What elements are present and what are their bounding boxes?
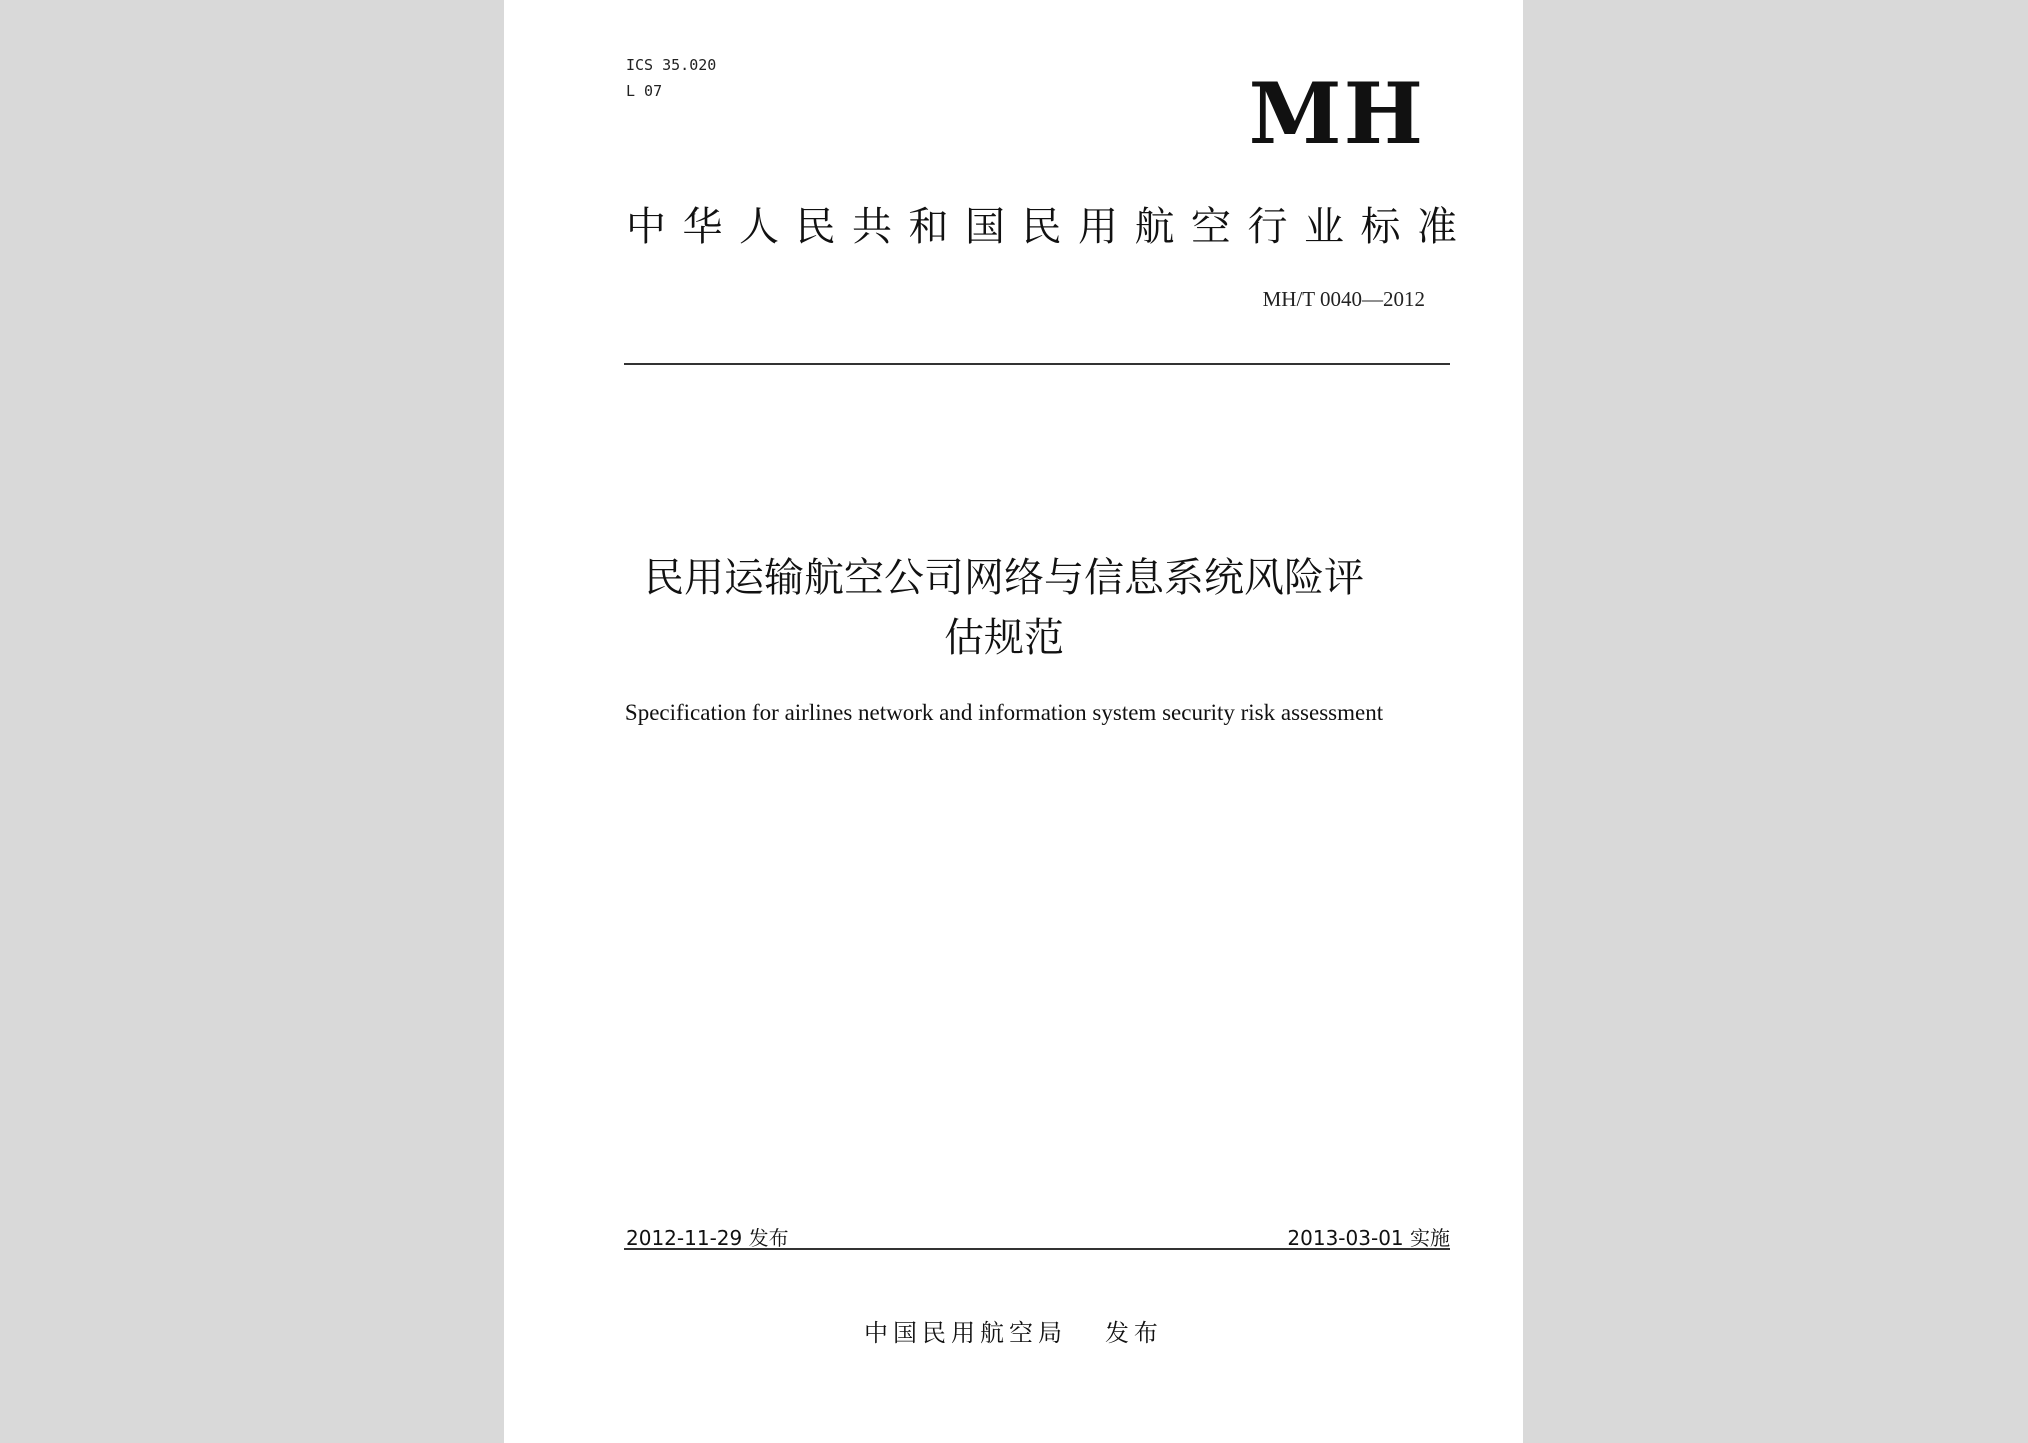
classification-block	[626, 52, 716, 104]
standard-type-title: 中华人民共和国民用航空行业标准	[626, 204, 1474, 250]
document-title-zh	[594, 548, 1414, 668]
publish-date: 2012-11-29 发布	[626, 1226, 789, 1250]
publisher-action: 发布	[1104, 1319, 1163, 1347]
publisher-line	[504, 1313, 1523, 1348]
header-divider	[624, 363, 1450, 365]
title-zh-line-2: 估规范	[944, 615, 1064, 661]
standard-code: MH/T 0040—2012	[1262, 287, 1425, 311]
effective-date: 2013-03-01 实施	[1287, 1226, 1450, 1250]
footer-divider	[624, 1248, 1450, 1250]
publisher-name: 中国民用航空局	[864, 1319, 1068, 1347]
document-title-en: Specification for airlines network and information system security risk assessment	[624, 700, 1384, 725]
title-zh-line-1: 民用运输航空公司网络与信息系统风险评	[644, 555, 1364, 601]
mh-logo: MH	[1248, 64, 1425, 163]
ccs-code: L 07	[626, 82, 663, 100]
ics-code: ICS 35.020	[626, 56, 717, 74]
document-page	[504, 0, 1523, 1443]
